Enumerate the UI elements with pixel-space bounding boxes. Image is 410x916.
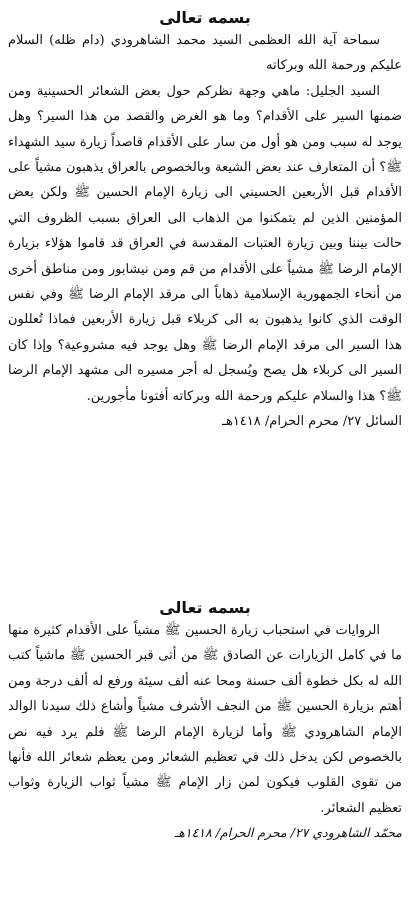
- question-signature: السائل ٢٧/ محرم الحرام/ ١٤١٨هـ: [222, 414, 402, 430]
- answer-body: الروايات في استحباب زيارة الحسين ﷺ مشياً على الأقدام كثيرة منها ما في كامل الزيارات عن الصادق ﷺ من أتى قبر الحسين ﷺ ماشياً كتب الله له بكل خطوة ألف حسنة ومحا عنه ألف سيئة ورفع له ألف درجة ومن أهتم بزيارة الحسين ﷺ من النجف الأشرف مشياً وأشاع ذلك سيدنا الوالد الإمام الشاهرودي ﷺ وأما لزيارة الإمام الرضا ﷺ فلم يرد فيه نص بالخصوص لكن يدخل ذلك في تعظيم الشعائر ومن يعظم شعائر الله فأنها من تقوى القلوب فيكون لمن زار الإمام ﷺ مشياً ثواب الزيارة وثواب تعظيم الشعائر.: [8, 623, 402, 816]
- question-section: [8, 8, 402, 435]
- question-salutation: سماحة آية الله العظمى السيد محمد الشاهرودي (دام ظله) السلام عليكم ورحمة الله وبركاته: [8, 33, 402, 74]
- answer-signature: محمّد الشاهرودي ٢٧/ محرم الحرام/ ١٤١٨هـ: [174, 825, 402, 841]
- question-heading: بسمه تعالى: [159, 8, 251, 27]
- question-body: السيد الجليل: ماهي وجهة نظركم حول بعض الشعائر الحسينية ومن ضمنها السير على الأقدام؟ وما هو الغرض والقصد من هذا السير؟ وهل يوجد له سبب ومن هو أول من سار على الأقدام قاصداً زيارة سيد الشهداء ﷺ؟ أن المتعارف عند بعض الشيعة وبالخصوص بالعراق يذهبون مشياً على الأقدام قبل الأربعين الحسيني الى زيارة الإمام الحسين ﷺ ولكن بعض المؤمنين الذين لم يتمكنوا من الذهاب الى العراق بسبب الظروف التي حالت بيننا وبين زيارة العتبات المقدسة في العراق قد قاموا هؤلاء بزيارة الإمام الرضا ﷺ مشياً على الأقدام من قم ومن نيشابور ومن مناطق أخرى من أنحاء الجمهورية الإسلامية ذهاباً الى مرقد الإمام الرضا ﷺ وفي نفس الوقت الذي كانوا يذهبون به الى كربلاء قبل زيارة الأربعين فماذا تُعللون هذا السير الى مرقد الإمام الرضا ﷺ وهل يوجد فيه مشروعية؟ وإذا كان السير الى كربلاء هل يصح ويُسجل له أجر مسيره الى مشهد الإمام الرضا ﷺ؟ هذا والسلام عليكم ورحمة الله وبركاته أفتونا مأجورين.: [8, 83, 402, 404]
- answer-section: [8, 598, 402, 845]
- answer-heading: بسمه تعالى: [159, 598, 251, 617]
